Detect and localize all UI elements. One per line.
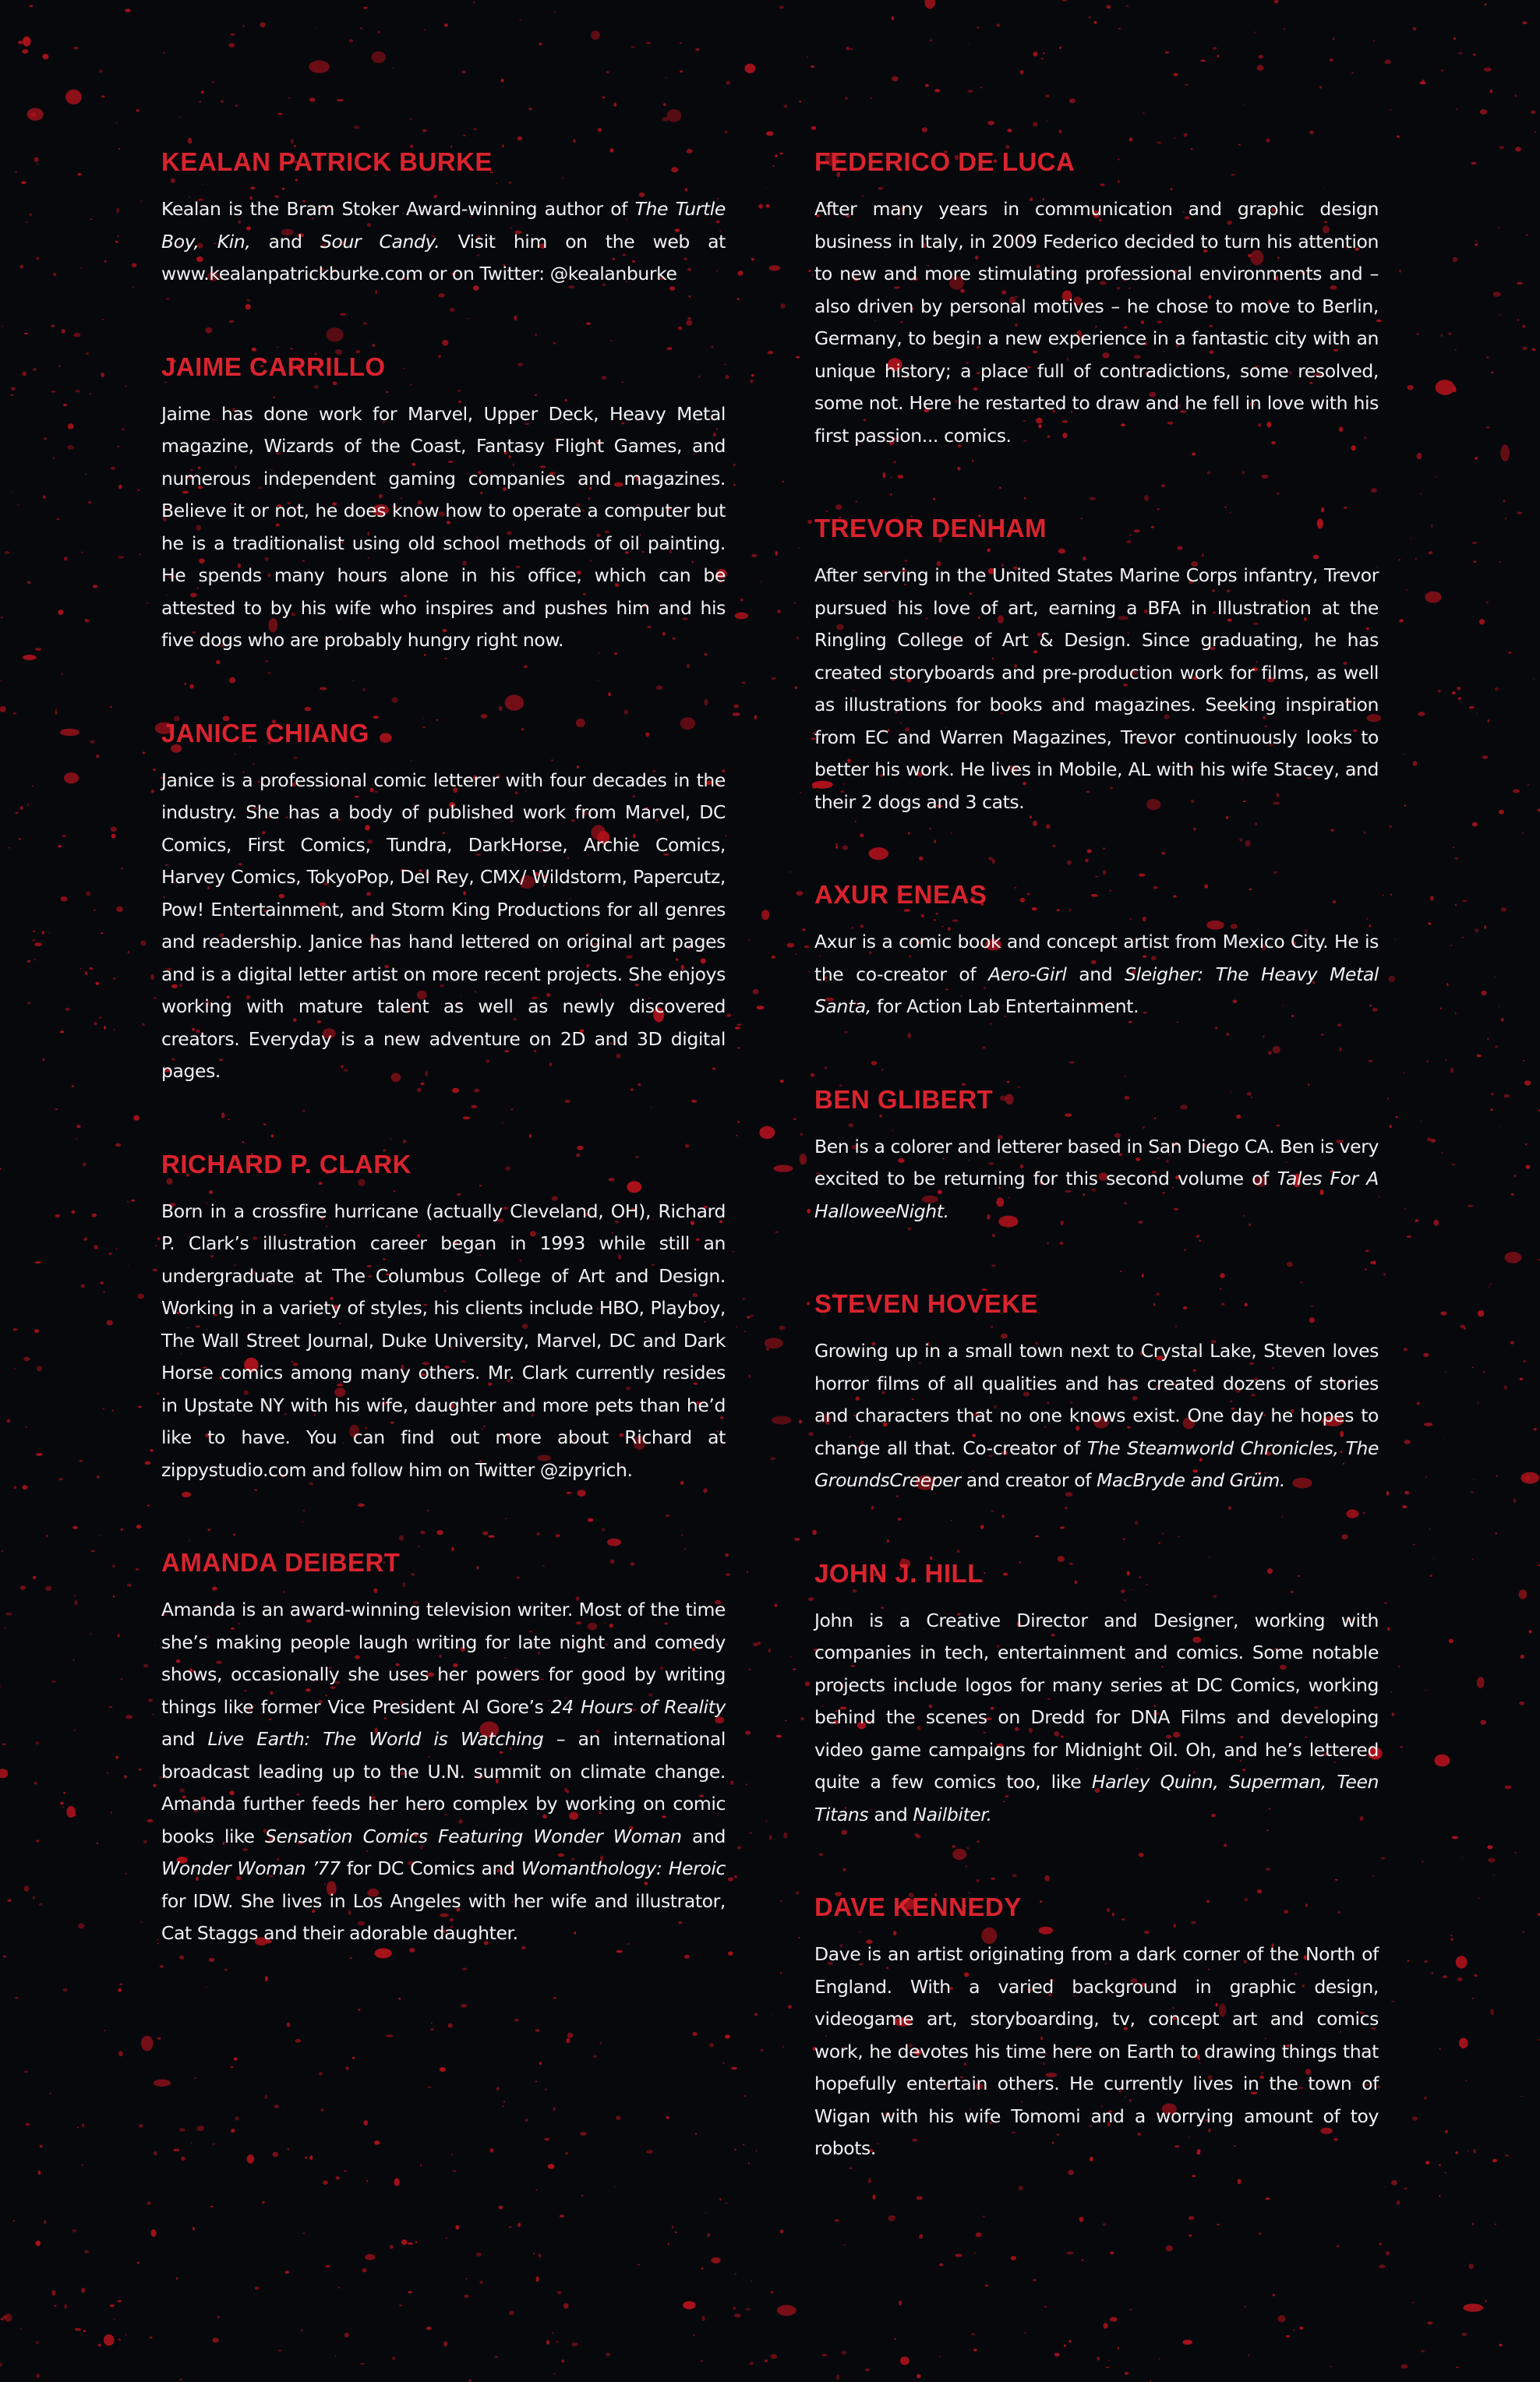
italic-title: MacBryde and Grüm. <box>1097 1469 1285 1491</box>
bio-steven-hoveke <box>814 1287 1379 1497</box>
bio-name: BEN GLIBERT <box>814 1084 994 1114</box>
bio-jaime-carrillo <box>161 350 726 657</box>
bio-ben-glibert <box>814 1083 1379 1228</box>
bio-name: FEDERICO DE LUCA <box>814 147 1076 176</box>
italic-title: Nailbiter. <box>913 1803 992 1825</box>
bio-name: JOHN J. HILL <box>814 1558 984 1588</box>
bio-name: AMANDA DEIBERT <box>161 1548 401 1577</box>
bio-text: Jaime has done work for Marvel, Upper Deck, Heavy Metal magazine, Wizards of the Coast, Fantasy Flight Games, and numerous independent gaming companies and magazines. Believe it or not, he does know how to operate a computer but he is a traditionalist using old school methods of oil painting. He spends many hours alone in his office, which can be attested to by his wife who inspires and pushes him and his five dogs who are probably hungry right now. <box>161 402 726 651</box>
italic-title: Womanthology: Heroic <box>521 1857 726 1879</box>
bio-amanda-deibert <box>161 1546 726 1950</box>
italic-title: 24 Hours of Reality <box>550 1695 726 1718</box>
bio-trevor-denham <box>814 511 1379 818</box>
italic-title: Live Earth: The World is Watching <box>207 1728 544 1750</box>
italic-title: The Turtle Boy, Kin, <box>161 198 726 253</box>
bio-john-j-hill <box>814 1557 1379 1832</box>
bio-name: TREVOR DENHAM <box>814 514 1047 542</box>
bio-axur-eneas <box>814 878 1379 1023</box>
bio-name: RICHARD P. CLARK <box>161 1149 411 1179</box>
bio-federico-de-luca <box>814 145 1379 452</box>
italic-title: Harley Quinn, Superman, Teen Titans <box>814 1771 1379 1825</box>
bio-text: Born in a crossfire hurricane (actually Cleveland, OH), Richard P. Clark’s illustration career began in 1993 while still an undergraduate at The Columbus College of Art and Design. Working in a variety of styles, his clients include HBO, Playboy, The Wall Street Journal, Duke University, Marvel, DC and Dark Horse comics among many others. Mr. Clark currently resides in Upstate NY with his wife, daughter and more pets than he’d like to have. You can find out more about Richard at zippystudio.com and follow him on Twitter @zipyrich. <box>161 1200 726 1481</box>
left-column <box>161 145 726 1950</box>
bio-name: AXUR ENEAS <box>814 880 987 909</box>
bio-name: DAVE KENNEDY <box>814 1893 1022 1921</box>
bio-text: Growing up in a small town next to Crystal Lake, Steven loves horror films of all qualities and has created dozens of stories and characters that no one knows exist. One day he hopes to change all that. Co-creator of The Steamworld Chronicles, The GroundsCreeper and creator of MacBryde and Grüm. <box>814 1340 1379 1491</box>
italic-title: Aero-Girl <box>988 963 1067 985</box>
bio-text: Janice is a professional comic letterer with four decades in the industry. She has a body of published work from Marvel, DC Comics, First Comics, Tundra, DarkHorse, Archie Comics, Harvey Comics, TokyoPop, Del Rey, CMX/ Wildstorm, Papercutz, Pow! Entertainment, and Storm King Productions for all genres and readership. Janice has hand lettered on original art pages and is a digital letter artist on more recent projects. She enjoys working with mature talent as well as newly discovered creators. Everyday is a new adventure on 2D and 3D digital pages. <box>161 769 726 1082</box>
bio-dave-kennedy <box>814 1890 1379 2165</box>
italic-title: Sour Candy. <box>320 230 440 253</box>
bio-name: STEVEN HOVEKE <box>814 1289 1039 1318</box>
bio-text: Amanda is an award-winning television writer. Most of the time she’s making people laugh writing for late night and comedy shows, occasionally she uses her powers for good by writing things like former Vice President Al Gore’s 24 Hours of Reality and Live Earth: The World is Watching – an international broadcast leading up to the U.N. summit on climate change. Amanda further feeds her hero complex by working on comic books like Sensation Comics Featuring Wonder Woman and Wonder Woman ’77 for DC Comics and Womanthology: Heroic for IDW. She lives in Los Angeles with her wife and illustrator, Cat Staggs and their adorable daughter. <box>161 1599 726 1944</box>
bio-text: After serving in the United States Marine Corps infantry, Trevor pursued his love of art, earning a BFA in Illustration at the Ringling College of Art & Design. Since graduating, he has created storyboards and pre-production work for films, as well as illustrations for books and magazines. Seeking inspiration from EC and Warren Magazines, Trevor continuously looks to better his work. He lives in Mobile, AL with his wife Stacey, and their 2 dogs and 3 cats. <box>814 564 1379 813</box>
italic-title: Sensation Comics Featuring Wonder Woman <box>264 1825 682 1847</box>
bio-name: KEALAN PATRICK BURKE <box>161 147 493 176</box>
bio-text: Ben is a colorer and letterer based in San Diego CA. Ben is very excited to be returning for this second volume of Tales For A HalloweeNight. <box>814 1135 1379 1222</box>
bio-richard-p-clark <box>161 1147 726 1487</box>
bio-text: Axur is a comic book and concept artist from Mexico City. He is the co-creator of Aero-Girl and Sleigher: The Heavy Metal Santa, for Action Lab Entertainment. <box>814 931 1379 1017</box>
italic-title: Tales For A HalloweeNight. <box>814 1168 1379 1222</box>
italic-title: The Steamworld Chronicles, The GroundsCreeper <box>814 1437 1379 1491</box>
right-column <box>814 145 1379 2165</box>
bio-text: John is a Creative Director and Designer, working with companies in tech, entertainment and comics. Some notable projects include logos for many series at DC Comics, working behind the scenes on Dredd for DNA Films and developing video game campaigns for Midnight Oil. Oh, and he’s lettered quite a few comics too, like Harley Quinn, Superman, Teen Titans and Nailbiter. <box>814 1609 1379 1825</box>
bio-kealan-patrick-burke <box>161 145 726 291</box>
italic-title: Sleigher: The Heavy Metal Santa, <box>814 963 1379 1017</box>
bio-text: After many years in communication and graphic design business in Italy, in 2009 Federico decided to turn his attention to new and more stimulating professional environments and – also driven by personal motives – he chose to move to Berlin, Germany, to begin a new experience in a fantastic city with an unique history; a place full of contradictions, some resolved, some not. Here he restarted to draw and he fell in love with his first passion... comics. <box>814 198 1379 447</box>
bio-name: JANICE CHIANG <box>161 718 369 747</box>
bio-name: JAIME CARRILLO <box>161 352 386 381</box>
bio-text: Dave is an artist originating from a dark corner of the North of England. With a varied background in graphic design, videogame art, storyboarding, tv, concept art and comics work, he devotes his time here on Earth to drawing things that hopefully entertain others. He currently lives in the town of Wigan with his wife Tomomi and a worrying amount of toy robots. <box>814 1943 1379 2159</box>
bio-text: Kealan is the Bram Stoker Award-winning author of The Turtle Boy, Kin, and Sour Candy. Visit him on the web at www.kealanpatrickburke.com or on Twitter: @kealanburke <box>161 198 726 284</box>
bio-janice-chiang <box>161 716 726 1088</box>
italic-title: Wonder Woman ’77 <box>161 1857 341 1879</box>
